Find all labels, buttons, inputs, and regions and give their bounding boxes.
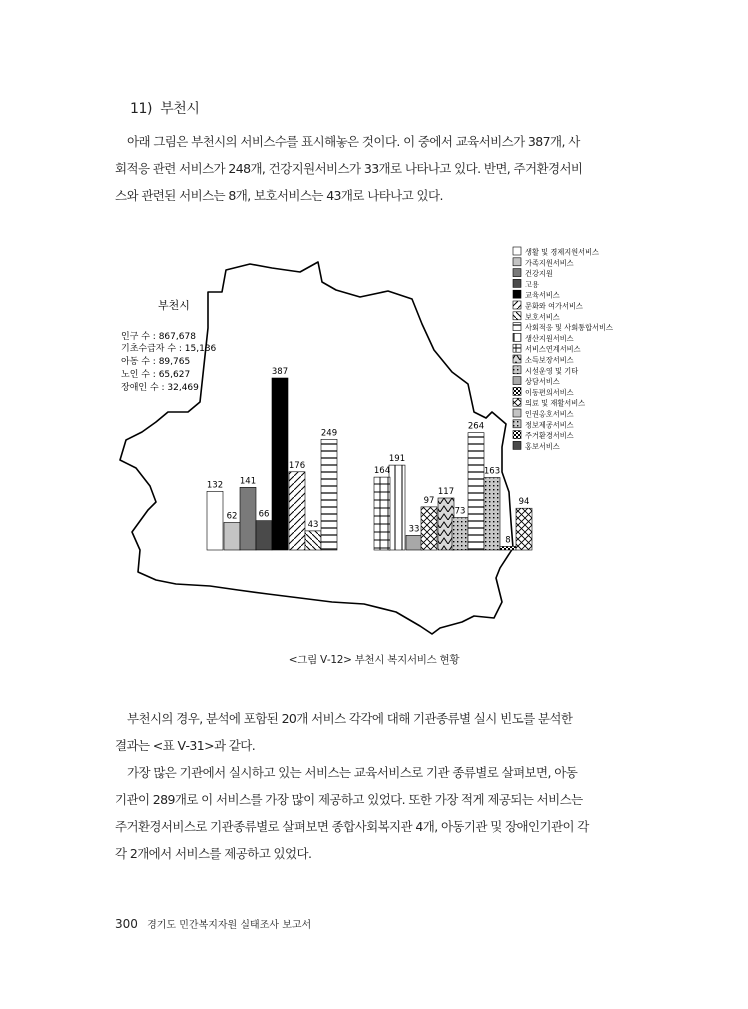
legend-swatch [513, 344, 521, 352]
bar-value-label: 387 [271, 367, 289, 377]
legend-swatch [513, 301, 521, 309]
legend-label: 주거환경서비스 [525, 431, 574, 441]
legend-label: 보호서비스 [525, 312, 560, 322]
legend-swatch [513, 333, 521, 341]
legend-swatch [513, 420, 521, 428]
legend-label: 정보제공서비스 [525, 420, 574, 430]
bar-value-label: 43 [307, 519, 319, 530]
stat-disabled: 장애인 수 : 32,469 [121, 383, 199, 393]
legend-label: 시설운영 및 기타 [525, 366, 579, 376]
bar-value-label: 117 [437, 487, 455, 497]
bar-value-label: 176 [288, 460, 306, 471]
para-line: 부천시의 경우, 분석에 포함된 20개 서비스 각각에 대해 기관종류별 실시 빈도를 분석한 [127, 711, 573, 726]
bar-value-label: 132 [206, 480, 224, 491]
legend-label: 생산지원서비스 [525, 333, 574, 343]
para-line: 스와 관련된 서비스는 8개, 보호서비스는 43개로 나타나고 있다. [115, 188, 443, 203]
bucheon-map-outline [120, 262, 513, 634]
para-line: 각 2개에서 서비스를 제공하고 있었다. [115, 846, 312, 861]
bar [438, 498, 454, 550]
legend-swatch [513, 387, 521, 395]
bar [484, 478, 500, 550]
page-footer [115, 916, 311, 931]
legend-label: 상담서비스 [525, 377, 560, 387]
bar [224, 522, 240, 550]
bar-value-label: 8 [505, 535, 511, 546]
legend-swatch [513, 355, 521, 363]
legend-swatch [513, 366, 521, 374]
bar [256, 521, 272, 550]
bar-value-label: 97 [423, 495, 435, 506]
legend-swatch [513, 323, 521, 331]
bar-value-label: 73 [454, 506, 466, 517]
stat-population: 인구 수 : 867,678 [121, 332, 196, 342]
bar [421, 507, 437, 550]
legend-label: 사회적응 및 사회통합서비스 [525, 323, 613, 333]
bar-value-label: 141 [239, 476, 257, 487]
legend-swatch [513, 247, 521, 255]
report-title: 경기도 민간복지자원 실태조사 보고서 [147, 920, 312, 931]
chart-legend [513, 247, 613, 451]
stat-basic-recipients: 기초수급자 수 : 15,136 [121, 344, 217, 354]
bar [305, 531, 321, 550]
legend-label: 소득보장서비스 [525, 355, 574, 365]
stat-elderly: 노인 수 : 65,627 [121, 370, 191, 380]
bar [516, 508, 532, 550]
bar [207, 491, 223, 550]
legend-swatch [513, 269, 521, 277]
legend-swatch [513, 312, 521, 320]
bar [406, 535, 422, 550]
bar [374, 477, 390, 550]
legend-label: 교육서비스 [525, 290, 560, 300]
bar-value-label: 191 [388, 454, 406, 465]
bar [321, 439, 337, 550]
legend-label: 문화와 여가서비스 [525, 301, 583, 311]
legend-label: 가족지원서비스 [525, 258, 574, 268]
para-line: 주거환경서비스로 기관종류별로 살펴보면 종합사회복지관 4개, 아동기관 및 장애인기관이 각 [115, 819, 589, 834]
bar-value-label: 33 [408, 524, 420, 535]
legend-label: 인권옹호서비스 [525, 409, 574, 419]
legend-swatch [513, 279, 521, 287]
bar-value-label: 249 [320, 428, 338, 439]
legend-label: 건강지원 [525, 269, 553, 279]
bar-value-label: 164 [373, 466, 391, 477]
bar [500, 546, 516, 550]
legend-swatch [513, 441, 521, 449]
map-title: 부천시 [158, 299, 190, 312]
bar [289, 472, 305, 550]
legend-label: 이동편의서비스 [525, 387, 574, 397]
legend-swatch [513, 431, 521, 439]
legend-label: 의료 및 재활서비스 [525, 398, 586, 408]
legend-swatch [513, 290, 521, 298]
page-number: 300 [115, 917, 138, 931]
bar [452, 518, 468, 550]
legend-swatch [513, 377, 521, 385]
bar [240, 487, 256, 550]
figure-caption: <그림 Ⅴ-12> 부천시 복지서비스 현황 [288, 654, 460, 666]
para-line: 회적응 관련 서비스가 248개, 건강지원서비스가 33개로 나타나고 있다. 반면, 주거환경서비 [115, 161, 583, 176]
legend-swatch [513, 409, 521, 417]
para-line: 결과는 <표 Ⅴ-31>과 같다. [115, 738, 256, 753]
bar [272, 378, 288, 550]
bar [389, 465, 405, 550]
legend-label: 고용 [525, 279, 539, 289]
legend-label: 서비스연계서비스 [525, 344, 581, 354]
para-line: 아래 그림은 부천시의 서비스수를 표시해놓은 것이다. 이 중에서 교육서비스가 387개, 사 [127, 134, 580, 149]
bar [468, 433, 484, 550]
legend-swatch [513, 258, 521, 266]
bar-value-label: 66 [258, 509, 270, 520]
bar-value-label: 62 [226, 511, 238, 522]
legend-label: 홍보서비스 [525, 441, 560, 451]
para-line: 기관이 289개로 이 서비스를 가장 많이 제공하고 있었다. 또한 가장 적게 제공되는 서비스는 [115, 792, 583, 807]
bar-value-label: 163 [483, 466, 501, 477]
para-line: 가장 많은 기관에서 실시하고 있는 서비스는 교육서비스로 기관 종류별로 살펴보면, 아동 [127, 765, 578, 780]
legend-label: 생활 및 경제지원서비스 [525, 247, 600, 257]
section-number: 11) [130, 101, 153, 117]
bar-value-label: 94 [518, 497, 530, 508]
section-title: 부천시 [160, 101, 200, 117]
stat-children: 아동 수 : 89,765 [121, 357, 191, 367]
bar-value-label: 264 [467, 421, 485, 432]
legend-swatch [513, 398, 521, 406]
